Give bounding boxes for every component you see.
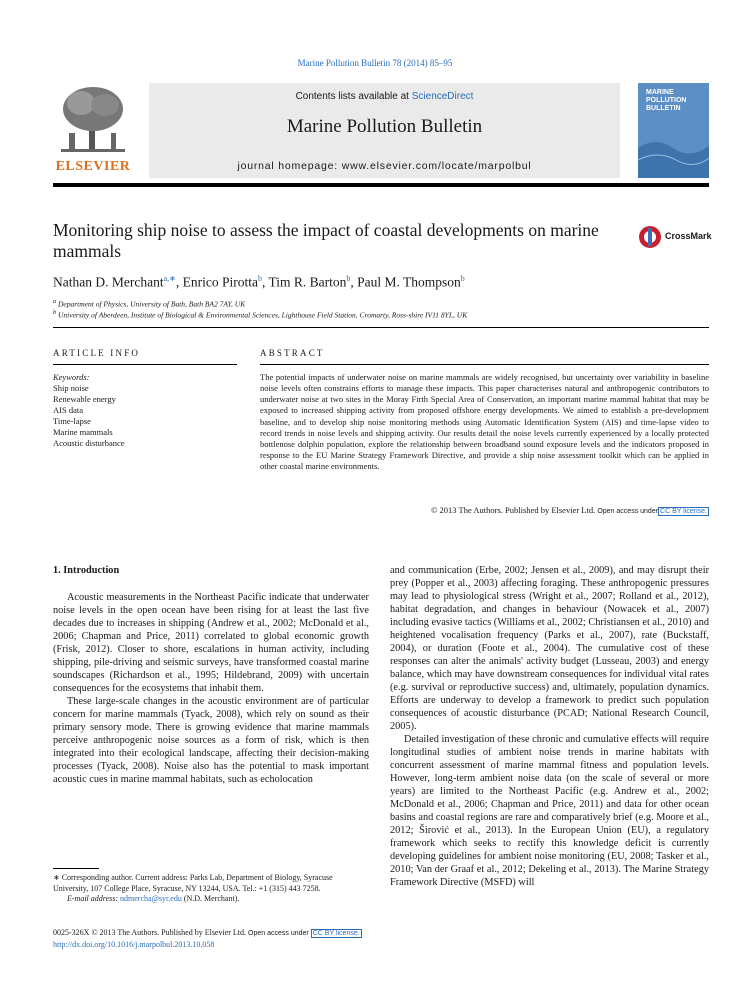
affiliation-text: University of Aberdeen, Institute of Biological & Environmental Sciences, Lighthouse Field Station, Cromarty, Ross-shire IV11 8YL, UK (58, 310, 468, 320)
affiliation-text: Department of Physics, University of Bath, Bath BA2 7AY, UK (58, 299, 246, 309)
author-name[interactable]: Enrico Pirotta (182, 274, 258, 290)
author-name[interactable]: Paul M. Thompson (357, 274, 461, 290)
journal-header-box (149, 83, 620, 178)
email-label: E-mail address: (67, 894, 119, 903)
author-list: Nathan D. Merchant$^{a,∗}$, Enrico Pirotta$^b$, Tim R. Barton$^b$, Paul M. Thompson$^b$ (53, 274, 465, 290)
sciencedirect-link[interactable]: ScienceDirect (411, 91, 474, 102)
cc-by-license-link[interactable]: CC BY license. (660, 508, 707, 515)
copyright-text: © 2013 The Authors. Published by Elsevier Ltd. (430, 505, 596, 515)
keyword: AIS data (53, 405, 83, 415)
body-paragraph: These large-scale changes in the acoustic environment are of particular concern for marine mammals (Tyack, 2008), which rely on sound as their primary sensory mode. There is growing evidence that marine mammals perceive anthropogenic noise sources as a form of risk, which is then integrated into their ecological landscape, affecting their decision-making processes (Tyack, 2008). Noise also has the potential to mask important acoustic cues in marine mammal habitats, such as echolocation (53, 696, 369, 785)
contents-line (149, 91, 620, 102)
issn-text: 0025-326X © 2013 The Authors. Published by Elsevier Ltd. (53, 928, 247, 937)
affiliation-a (53, 298, 245, 309)
article-info-heading: ARTICLE INFO (53, 348, 141, 358)
keyword: Acoustic disturbance (53, 438, 125, 448)
body-paragraph: Detailed investigation of these chronic and cumulative effects will require longitudinal studies of ambient noise trends in marine habitats with concurrent assessment of marine mammal fitness and population levels. However, long-term ambient noise data (on the scale of several or more years) are limited to the Northeast Pacific (e.g. Andrew et al., 2002; McDonald et al., 2006; Chapman and Price, 2011) and data for other ocean basins and coastal regions are rare and comparatively brief (e.g. Moore et al., 2012; Širović et al., 2013). In the European Union (EU), a regulatory framework which seeks to rectify this knowledge deficit is currently developing guidelines for ambient noise monitoring (EU, 2008; Tasker et al., 2010; Van der Graaf et al., 2012; Dekeling et al., 2013). The Marine Strategy Framework Directive (MSFD) will (390, 734, 709, 888)
author-affiliation-mark[interactable]: a,∗ (163, 274, 176, 283)
affiliation-rule (53, 327, 709, 328)
footer-open-access-label: Open access under (248, 930, 309, 937)
article-info-rule (53, 364, 237, 365)
corresponding-author-note: ∗ Corresponding author. Current address: Parks Lab, Department of Biology, Syracuse University, 107 College Place, Syracuse, NY 13244, USA. Tel.: +1 (315) 443 7258. (53, 873, 333, 893)
section-heading: 1. Introduction (53, 565, 120, 576)
issn-line (53, 928, 453, 940)
author-affiliation-mark[interactable]: b (346, 274, 351, 283)
keyword: Marine mammals (53, 427, 113, 437)
cover-title: MARINE POLLUTION BULLETIN (646, 89, 687, 112)
body-paragraph: and communication (Erbe, 2002; Jensen et al., 2009), and may disrupt their prey (Popper et al., 2003) affecting foraging. These anthropogenic pressures may lead to physiological stress (Wright et al., 2007; Rolland et al., 2012), habitat degradation, and changes in behaviour (Nowacek et al., 2007) including evasive tactics (Williams et al., 2002; Christiansen et al., 2010) and heightened vocalisation frequency (Parks et al., 2007), rate (Buckstaff, 2004), or duration (Foote et al., 2004). The cumulative cost of these responses can alter the animals' activity budget (Lusseau, 2003) and energy balance, which may have downstream consequences for individual vital rates (e.g. survival or reproductive success) and, ultimately, population dynamics. Efforts are underway to develop a framework to predict such population consequences of acoustic disturbance (PCAD; National Research Council, 2005). (390, 565, 709, 732)
keyword: Time-lapse (53, 416, 91, 426)
keyword: Ship noise (53, 383, 89, 393)
page-footer (53, 928, 453, 950)
article-title: Monitoring ship noise to assess the impact of coastal developments on marine mammals (53, 220, 599, 261)
author-affiliation-mark[interactable]: b (257, 274, 262, 283)
body-column-left (53, 564, 369, 786)
author-name[interactable]: Nathan D. Merchant (53, 274, 164, 290)
author-name[interactable]: Tim R. Barton (268, 274, 347, 290)
crossmark-label: CrossMark (665, 231, 712, 241)
affiliation-b (53, 309, 467, 320)
affiliation-mark: a (53, 298, 57, 305)
open-access-label: Open access under (597, 508, 659, 515)
doi-link[interactable]: http://dx.doi.org/10.1016/j.marpolbul.2013.10.058 (53, 939, 215, 949)
author-affiliation-mark[interactable]: b (460, 274, 465, 283)
abstract-heading: ABSTRACT (260, 348, 325, 358)
abstract-copyright (260, 505, 709, 515)
footer-cc-by-license-link[interactable]: CC BY license. (312, 930, 360, 937)
footnote-rule (53, 868, 99, 869)
elsevier-wordmark: ELSEVIER (55, 159, 131, 174)
masthead (53, 83, 709, 178)
body-paragraph: Acoustic measurements in the Northeast Pacific indicate that underwater noise levels in the open ocean have been rising for at least the last five decades due to increases in shipping (Andrew et al., 2002; McDonald et al., 2006; Chapman and Price, 2011) correlated to global economic growth (Frisk, 2012). Closer to shore, escalations in human activity, including shipping, pile-driving and seismic surveys, have transformed coastal marine soundscapes (Richardson et al., 1995; Hildebrand, 2009) with uncertain consequences for the ecosystems that inhabit them. (53, 592, 369, 694)
crossmark-badge[interactable] (638, 225, 713, 249)
crossmark-icon (638, 225, 662, 249)
journal-title: Marine Pollution Bulletin (286, 116, 483, 137)
header-rule (53, 183, 709, 187)
footnotes (53, 873, 369, 905)
body-column-right (390, 564, 709, 889)
email-note (53, 894, 369, 905)
email-link[interactable]: ndmercha@syr.edu (120, 894, 182, 903)
abstract-text: The potential impacts of underwater noise on marine mammals are widely recognised, but uncertainty over variability in baseline noise levels often constrains efforts to manage these impacts. This paper characterises natural and anthropogenic contributors to underwater noise at two sites in the Moray Firth Special Area of Conservation, an important marine mammal habitat that may be exposed to increased shipping activity from proposed offshore energy developments. We aimed to establish a pre-development baseline, and to develop ship noise monitoring methods using Automatic Identification System (AIS) and time-lapse video to record trends in noise levels and shipping activity. Our results detail the noise levels currently experienced by a locally protected bottlenose dolphin population, explore the relationship between broadband sound exposure levels and the indicators proposed in response to the EU Marine Strategy Framework Directive, and provide a ship noise assessment toolkit which can be applied in other coastal marine environments. (260, 372, 709, 472)
email-suffix: (N.D. Merchant). (183, 894, 240, 903)
keywords-block (53, 372, 237, 449)
journal-reference[interactable]: Marine Pollution Bulletin 78 (2014) 85–95 (297, 58, 453, 68)
abstract-rule (260, 364, 709, 365)
journal-cover-thumbnail (638, 83, 709, 178)
affiliation-mark: b (53, 309, 57, 316)
keywords-label: Keywords: (53, 372, 90, 382)
keyword: Renewable energy (53, 394, 116, 404)
contents-prefix: Contents lists available at (295, 91, 412, 102)
journal-homepage[interactable]: journal homepage: www.elsevier.com/locate/marpolbul (237, 160, 532, 172)
